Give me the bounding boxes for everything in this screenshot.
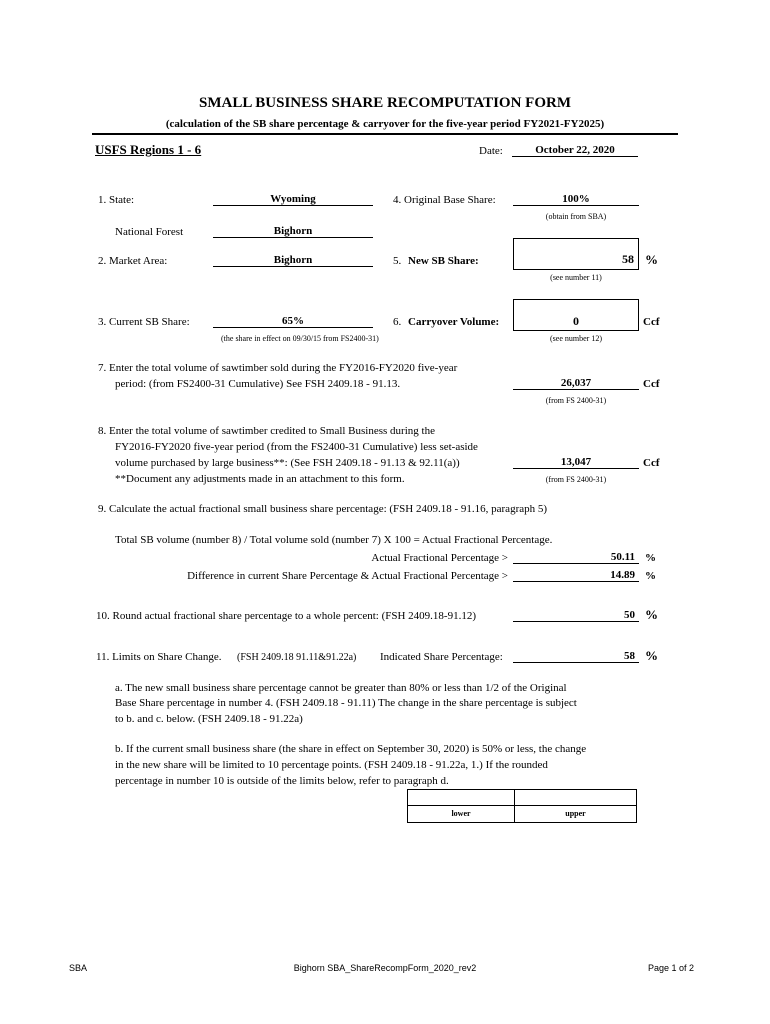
national-forest-field[interactable]: Bighorn — [213, 225, 373, 238]
rounded-percent-label: 10. Round actual fractional share percentage to a whole percent: (FSH 2409.18-91.12) — [96, 610, 476, 622]
indicated-share-unit: % — [645, 648, 658, 663]
footer-left: SBA — [69, 963, 88, 973]
rounded-percent-field[interactable]: 50 — [513, 609, 639, 622]
item8-text-line3: volume purchased by large business**: (See FSH 2409.18 - 91.13 & 92.11(a)) — [115, 457, 460, 469]
footer-right: Page 1 of 2 — [648, 963, 695, 973]
difference-label: Difference in current Share Percentage & Actual Fractional Percentage > — [187, 570, 508, 582]
header-rule — [92, 133, 678, 135]
item7-text-line2: period: (from FS2400-31 Cumulative) See FSH 2409.18 - 91.13. — [115, 378, 401, 390]
original-base-share-note: (obtain from SBA) — [545, 212, 607, 221]
paragraph-b-line1: b. If the current small business share (the share in effect on September 30, 2020) is 50% or less, the change — [115, 743, 587, 755]
region-label: USFS Regions 1 - 6 — [95, 142, 202, 157]
item8-text-line1: 8. Enter the total volume of sawtimber credited to Small Business during the — [98, 425, 435, 437]
new-sb-share-unit: % — [645, 252, 658, 267]
limits-label: 11. Limits on Share Change. — [96, 651, 222, 663]
paragraph-a-line1: a. The new small business share percentage cannot be greater than 80% or less than 1/2 of the Original — [115, 682, 567, 694]
current-sb-share-note: (the share in effect on 09/30/15 from FS2400-31) — [221, 334, 379, 343]
market-area-field[interactable]: Bighorn — [213, 254, 373, 267]
limits-table-rule — [408, 805, 636, 806]
total-sawtimber-field[interactable]: 26,037 — [513, 377, 639, 390]
date-label: Date: — [479, 145, 503, 157]
original-base-share-label: 4. Original Base Share: — [393, 194, 496, 206]
rounded-percent-unit: % — [645, 607, 658, 622]
current-sb-share-field[interactable]: 65% — [213, 315, 373, 328]
total-sawtimber-unit: Ccf — [643, 378, 660, 390]
afp-label: Actual Fractional Percentage > — [371, 552, 508, 564]
paragraph-b-line2: in the new share will be limited to 10 percentage points. (FSH 2409.18 - 91.22a, 1.) If the rounded — [115, 759, 548, 771]
item9-formula: Total SB volume (number 8) / Total volume sold (number 7) X 100 = Actual Fractional Percentage. — [115, 534, 553, 546]
indicated-share-field[interactable]: 58 — [513, 650, 639, 663]
paragraph-b-line3: percentage in number 10 is outside of the limits below, refer to paragraph d. — [115, 775, 449, 787]
item8-text-line4: **Document any adjustments made in an attachment to this form. — [115, 473, 405, 485]
limits-lower-header: lower — [451, 809, 471, 818]
item7-text-line1: 7. Enter the total volume of sawtimber sold during the FY2016-FY2020 five-year — [98, 362, 458, 374]
carryover-volume-unit: Ccf — [643, 316, 660, 328]
limits-upper-header: upper — [565, 809, 586, 818]
afp-unit: % — [645, 552, 656, 564]
carryover-volume-num: 6. — [393, 316, 402, 328]
paragraph-a-line3: to b. and c. below. (FSH 2409.18 - 91.22a) — [115, 713, 303, 725]
sb-credited-field[interactable]: 13,047 — [513, 456, 639, 469]
total-sawtimber-note: (from FS 2400-31) — [545, 396, 607, 405]
sb-credited-note: (from FS 2400-31) — [545, 475, 607, 484]
form-title: SMALL BUSINESS SHARE RECOMPUTATION FORM — [199, 95, 571, 111]
limits-table — [407, 789, 637, 823]
new-sb-share-box[interactable] — [513, 238, 639, 270]
difference-field[interactable]: 14.89 — [513, 569, 639, 582]
item8-text-line2: FY2016-FY2020 five-year period (from the FS2400-31 Cumulative) less set-aside — [115, 441, 478, 453]
new-sb-share-label: New SB Share: — [408, 255, 479, 267]
difference-unit: % — [645, 570, 656, 582]
new-sb-share-note: (see number 11) — [550, 273, 602, 282]
footer-center: Bighorn SBA_ShareRecompForm_2020_rev2 — [293, 963, 477, 973]
original-base-share-field[interactable]: 100% — [513, 193, 639, 206]
date-field[interactable]: October 22, 2020 — [512, 144, 638, 157]
current-sb-share-label: 3. Current SB Share: — [98, 316, 190, 328]
carryover-volume-box[interactable] — [513, 299, 639, 331]
new-sb-share-value: 58 — [622, 252, 634, 266]
carryover-volume-label: Carryover Volume: — [408, 316, 500, 328]
new-sb-share-num: 5. — [393, 255, 402, 267]
carryover-volume-value: 0 — [573, 314, 579, 328]
sb-credited-unit: Ccf — [643, 457, 660, 469]
item9-text-line1: 9. Calculate the actual fractional small business share percentage: (FSH 2409.18 - 91.16, paragraph 5) — [98, 503, 548, 515]
state-label: 1. State: — [98, 194, 135, 206]
national-forest-label: National Forest — [115, 226, 184, 238]
indicated-share-label: Indicated Share Percentage: — [380, 651, 503, 663]
paragraph-a-line2: Base Share percentage in number 4. (FSH 2409.18 - 91.11) The change in the share percentage is subject — [115, 697, 577, 709]
afp-field[interactable]: 50.11 — [513, 551, 639, 564]
form-subtitle: (calculation of the SB share percentage & carryover for the five-year period FY2021-FY2025) — [165, 118, 605, 130]
state-field[interactable]: Wyoming — [213, 193, 373, 206]
limits-ref: (FSH 2409.18 91.11&91.22a) — [237, 652, 357, 663]
carryover-volume-note: (see number 12) — [550, 334, 602, 343]
market-area-label: 2. Market Area: — [98, 255, 168, 267]
